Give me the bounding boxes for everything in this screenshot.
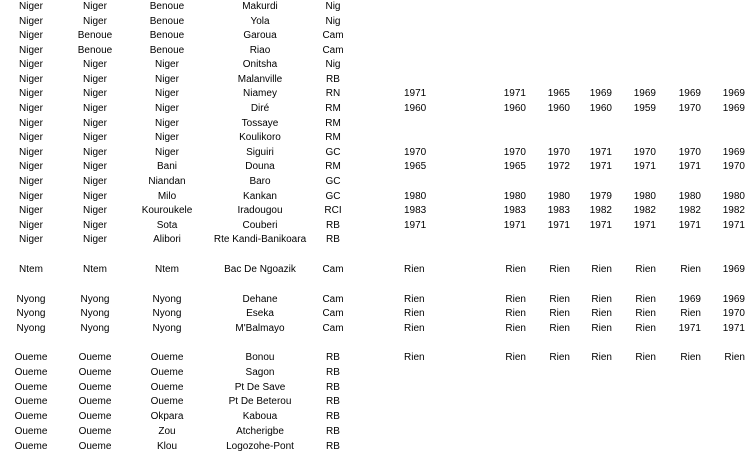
cell-station: Couberi: [242, 220, 278, 231]
cell-year: 1980: [722, 191, 745, 202]
cell-tributary: Oueme: [150, 382, 184, 393]
cell-basin: Oueme: [14, 382, 48, 393]
cell-river: Niger: [83, 161, 107, 172]
cell-year: 1969: [589, 88, 612, 99]
cell-year: Rien: [404, 323, 425, 334]
cell-station: Koulikoro: [239, 132, 281, 143]
cell-basin: Oueme: [14, 367, 48, 378]
cell-country: GC: [325, 191, 341, 202]
cell-year: 1970: [722, 308, 745, 319]
cell-year: Rien: [635, 352, 656, 363]
cell-station: Diré: [250, 103, 270, 114]
cell-basin: Niger: [19, 176, 43, 187]
cell-station: Eseka: [246, 308, 274, 319]
cell-country: RB: [326, 426, 340, 437]
cell-station: Sagon: [245, 367, 275, 378]
table-row: [0, 440, 755, 454]
cell-year: 1970: [503, 147, 526, 158]
cell-year: Rien: [635, 294, 656, 305]
table-row: [0, 190, 755, 204]
cell-country: GC: [325, 147, 341, 158]
cell-year: Rien: [505, 294, 526, 305]
cell-river: Niger: [83, 191, 107, 202]
table-row: [0, 293, 755, 307]
cell-station: Kankan: [243, 191, 277, 202]
cell-year: 1969: [722, 264, 745, 275]
cell-country: RM: [325, 132, 341, 143]
cell-basin: Oueme: [14, 352, 48, 363]
cell-year: 1982: [589, 205, 612, 216]
cell-tributary: Zou: [158, 426, 176, 437]
cell-river: Nyong: [80, 323, 110, 334]
cell-country: RB: [326, 441, 340, 452]
cell-tributary: Bani: [156, 161, 177, 172]
cell-year: 1980: [633, 191, 656, 202]
cell-tributary: Nyong: [152, 308, 182, 319]
cell-tributary: Niger: [155, 147, 179, 158]
cell-year: Rien: [505, 323, 526, 334]
cell-year: 1971: [503, 220, 526, 231]
table-row: [0, 351, 755, 365]
cell-year: 1960: [404, 103, 427, 114]
cell-tributary: Benoue: [149, 45, 185, 56]
cell-basin: Oueme: [14, 396, 48, 407]
cell-tributary: Milo: [157, 191, 177, 202]
cell-basin: Niger: [19, 191, 43, 202]
cell-station: Bac De Ngoazik: [224, 264, 296, 275]
cell-river: Niger: [83, 205, 107, 216]
table-row: [0, 219, 755, 233]
table-row: [0, 0, 755, 14]
cell-tributary: Niger: [155, 74, 179, 85]
cell-year: Rien: [549, 323, 570, 334]
cell-tributary: Nyong: [152, 294, 182, 305]
cell-tributary: Benoue: [149, 1, 185, 12]
cell-year: 1969: [678, 88, 701, 99]
cell-country: RB: [326, 396, 340, 407]
cell-station: Garoua: [243, 30, 277, 41]
cell-tributary: Benoue: [149, 30, 185, 41]
cell-river: Nyong: [80, 294, 110, 305]
table-row: [0, 15, 755, 29]
cell-year: 1971: [678, 161, 701, 172]
cell-station: Yola: [250, 16, 270, 27]
cell-basin: Niger: [19, 147, 43, 158]
cell-river: Nyong: [80, 308, 110, 319]
table-row: [0, 175, 755, 189]
cell-tributary: Nyong: [152, 323, 182, 334]
table-row: [0, 395, 755, 409]
cell-year: Rien: [591, 294, 612, 305]
cell-year: Rien: [635, 264, 656, 275]
table-row: [0, 44, 755, 58]
table-row: [0, 322, 755, 336]
cell-year: Rien: [404, 308, 425, 319]
cell-year: 1969: [633, 88, 656, 99]
cell-year: 1969: [722, 103, 745, 114]
cell-tributary: Klou: [156, 441, 177, 452]
cell-station: Dehane: [242, 294, 278, 305]
cell-tributary: Niger: [155, 103, 179, 114]
cell-year: Rien: [680, 264, 701, 275]
cell-year: Rien: [404, 352, 425, 363]
cell-river: Oueme: [78, 396, 112, 407]
cell-station: Makurdi: [242, 1, 278, 12]
cell-basin: Niger: [19, 74, 43, 85]
cell-country: Cam: [322, 264, 344, 275]
cell-station: M'Balmayo: [235, 323, 285, 334]
cell-station: Logozohe-Pont: [226, 441, 294, 452]
cell-basin: Oueme: [14, 441, 48, 452]
cell-station: Bonou: [245, 352, 275, 363]
cell-station: Riao: [249, 45, 271, 56]
cell-basin: Niger: [19, 118, 43, 129]
cell-country: RM: [325, 161, 341, 172]
cell-country: Cam: [322, 294, 344, 305]
cell-river: Niger: [83, 234, 107, 245]
cell-year: 1971: [722, 323, 745, 334]
table-row: [0, 146, 755, 160]
cell-year: 1969: [722, 294, 745, 305]
cell-river: Oueme: [78, 367, 112, 378]
cell-river: Oueme: [78, 382, 112, 393]
cell-basin: Niger: [19, 161, 43, 172]
cell-year: 1980: [503, 191, 526, 202]
cell-year: 1971: [547, 220, 570, 231]
cell-year: Rien: [505, 308, 526, 319]
cell-tributary: Alibori: [153, 234, 181, 245]
cell-year: 1965: [503, 161, 526, 172]
cell-river: Niger: [83, 118, 107, 129]
cell-year: 1971: [589, 220, 612, 231]
cell-country: RN: [325, 88, 341, 99]
cell-year: Rien: [680, 352, 701, 363]
cell-year: 1979: [589, 191, 612, 202]
cell-year: 1971: [404, 220, 427, 231]
table-row: [0, 307, 755, 321]
cell-country: Cam: [322, 323, 344, 334]
cell-tributary: Niger: [155, 88, 179, 99]
table-row: [0, 160, 755, 174]
cell-year: 1982: [633, 205, 656, 216]
cell-year: Rien: [724, 352, 745, 363]
cell-year: Rien: [591, 264, 612, 275]
cell-tributary: Kouroukele: [141, 205, 193, 216]
cell-station: Pt De Save: [234, 382, 286, 393]
cell-river: Oueme: [78, 441, 112, 452]
cell-river: Niger: [83, 220, 107, 231]
cell-country: RB: [326, 74, 340, 85]
cell-basin: Niger: [19, 45, 43, 56]
cell-basin: Niger: [19, 234, 43, 245]
cell-river: Oueme: [78, 352, 112, 363]
table-row: [0, 233, 755, 247]
cell-year: 1983: [404, 205, 427, 216]
table-row: [0, 204, 755, 218]
cell-year: 1971: [589, 147, 612, 158]
cell-year: Rien: [549, 294, 570, 305]
cell-year: 1970: [633, 147, 656, 158]
cell-year: 1969: [722, 88, 745, 99]
cell-tributary: Niandan: [148, 176, 186, 187]
cell-country: RCI: [324, 205, 342, 216]
cell-year: 1971: [722, 220, 745, 231]
cell-country: Nig: [325, 1, 341, 12]
table-row: [0, 73, 755, 87]
cell-river: Niger: [83, 132, 107, 143]
cell-station: Iradougou: [237, 205, 283, 216]
cell-basin: Niger: [19, 88, 43, 99]
cell-river: Benoue: [77, 30, 113, 41]
cell-year: Rien: [635, 308, 656, 319]
cell-river: Niger: [83, 103, 107, 114]
cell-basin: Niger: [19, 1, 43, 12]
cell-station: Baro: [249, 176, 271, 187]
table-row: [0, 117, 755, 131]
table-row: [0, 425, 755, 439]
cell-year: 1960: [589, 103, 612, 114]
cell-year: 1959: [633, 103, 656, 114]
cell-country: Nig: [325, 16, 341, 27]
cell-tributary: Niger: [155, 132, 179, 143]
cell-river: Niger: [83, 1, 107, 12]
cell-river: Niger: [83, 147, 107, 158]
cell-river: Benoue: [77, 45, 113, 56]
cell-year: 1971: [678, 220, 701, 231]
cell-country: Cam: [322, 30, 344, 41]
cell-tributary: Benoue: [149, 16, 185, 27]
cell-year: 1969: [678, 294, 701, 305]
cell-river: Ntem: [83, 264, 107, 275]
cell-basin: Oueme: [14, 411, 48, 422]
cell-country: Cam: [322, 45, 344, 56]
cell-tributary: Okpara: [150, 411, 184, 422]
cell-basin: Oueme: [14, 426, 48, 437]
cell-tributary: Ntem: [155, 264, 179, 275]
cell-basin: Nyong: [16, 323, 46, 334]
cell-basin: Niger: [19, 220, 43, 231]
table-row: [0, 263, 755, 277]
cell-basin: Niger: [19, 103, 43, 114]
cell-tributary: Oueme: [150, 367, 184, 378]
cell-country: RB: [326, 352, 340, 363]
cell-year: 1983: [503, 205, 526, 216]
cell-country: RB: [326, 411, 340, 422]
cell-tributary: Niger: [155, 118, 179, 129]
cell-year: Rien: [404, 264, 425, 275]
cell-year: 1960: [503, 103, 526, 114]
table-row: [0, 131, 755, 145]
cell-year: Rien: [549, 352, 570, 363]
cell-river: Niger: [83, 176, 107, 187]
cell-station: Rte Kandi-Banikoara: [213, 234, 307, 245]
cell-basin: Ntem: [19, 264, 43, 275]
cell-year: 1965: [404, 161, 427, 172]
cell-year: Rien: [505, 264, 526, 275]
cell-year: 1982: [678, 205, 701, 216]
cell-year: 1982: [722, 205, 745, 216]
cell-country: RM: [325, 118, 341, 129]
cell-year: 1971: [503, 88, 526, 99]
cell-year: Rien: [404, 294, 425, 305]
cell-station: Douna: [245, 161, 275, 172]
cell-basin: Niger: [19, 59, 43, 70]
cell-country: RM: [325, 103, 341, 114]
cell-year: 1980: [547, 191, 570, 202]
cell-year: 1970: [722, 161, 745, 172]
cell-year: Rien: [680, 308, 701, 319]
cell-year: 1971: [678, 323, 701, 334]
cell-station: Malanville: [237, 74, 283, 85]
cell-river: Oueme: [78, 411, 112, 422]
cell-tributary: Sota: [156, 220, 178, 231]
cell-year: 1980: [404, 191, 427, 202]
cell-year: 1980: [678, 191, 701, 202]
cell-station: Kaboua: [242, 411, 278, 422]
cell-year: 1970: [547, 147, 570, 158]
cell-year: 1970: [678, 147, 701, 158]
cell-basin: Niger: [19, 132, 43, 143]
cell-year: Rien: [505, 352, 526, 363]
cell-station: Atcherigbe: [236, 426, 284, 437]
cell-country: RB: [326, 234, 340, 245]
cell-year: 1965: [547, 88, 570, 99]
cell-year: 1970: [678, 103, 701, 114]
cell-year: 1972: [547, 161, 570, 172]
cell-year: Rien: [549, 264, 570, 275]
cell-basin: Niger: [19, 205, 43, 216]
cell-year: Rien: [549, 308, 570, 319]
cell-country: Nig: [325, 59, 341, 70]
cell-year: Rien: [591, 323, 612, 334]
cell-year: Rien: [591, 308, 612, 319]
table-row: [0, 87, 755, 101]
cell-station: Tossaye: [241, 118, 279, 129]
cell-basin: Niger: [19, 16, 43, 27]
table-row: [0, 29, 755, 43]
cell-river: Niger: [83, 74, 107, 85]
cell-year: 1970: [404, 147, 427, 158]
cell-station: Niamey: [243, 88, 277, 99]
cell-tributary: Oueme: [150, 352, 184, 363]
table-row: [0, 381, 755, 395]
cell-country: RB: [326, 367, 340, 378]
table-row: [0, 102, 755, 116]
cell-year: 1971: [589, 161, 612, 172]
cell-year: 1971: [404, 88, 427, 99]
cell-year: 1960: [547, 103, 570, 114]
cell-year: Rien: [635, 323, 656, 334]
cell-station: Siguiri: [246, 147, 274, 158]
cell-river: Niger: [83, 59, 107, 70]
table-row: [0, 410, 755, 424]
cell-station: Onitsha: [242, 59, 278, 70]
cell-year: 1971: [633, 161, 656, 172]
cell-tributary: Niger: [155, 59, 179, 70]
cell-country: RB: [326, 382, 340, 393]
cell-station: Pt De Beterou: [228, 396, 292, 407]
cell-river: Niger: [83, 16, 107, 27]
cell-country: GC: [325, 176, 341, 187]
cell-country: RB: [326, 220, 340, 231]
cell-year: 1971: [633, 220, 656, 231]
cell-year: 1969: [722, 147, 745, 158]
cell-basin: Nyong: [16, 294, 46, 305]
cell-river: Oueme: [78, 426, 112, 437]
cell-year: 1983: [547, 205, 570, 216]
cell-country: Cam: [322, 308, 344, 319]
table-row: [0, 366, 755, 380]
cell-year: Rien: [591, 352, 612, 363]
cell-basin: Nyong: [16, 308, 46, 319]
table-row: [0, 58, 755, 72]
cell-basin: Niger: [19, 30, 43, 41]
cell-tributary: Oueme: [150, 396, 184, 407]
cell-river: Niger: [83, 88, 107, 99]
